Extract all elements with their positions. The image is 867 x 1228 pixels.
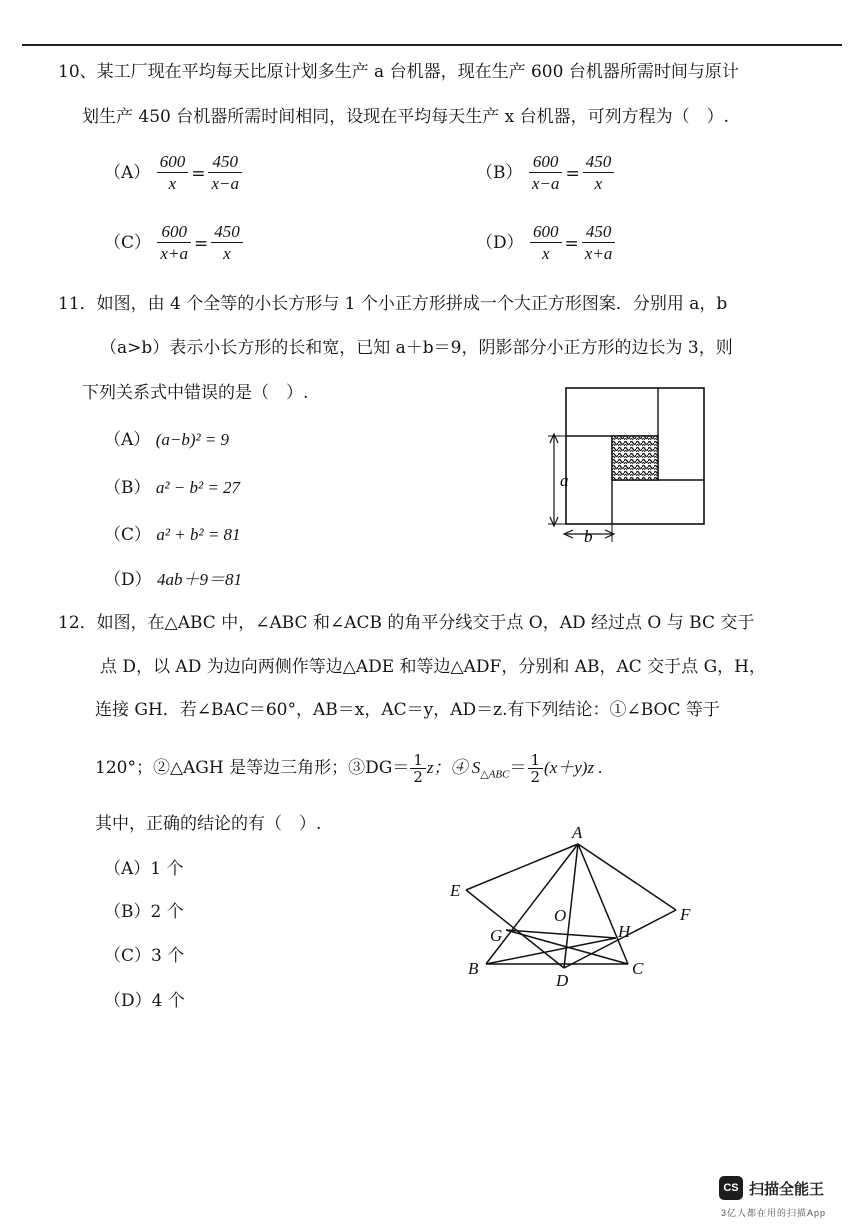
q11-line1 <box>58 292 727 316</box>
label-O: O <box>554 906 567 925</box>
q12-text-1: 如图，在△ABC 中，∠ABC 和∠ACB 的角平分线交于点 O，AD 经过点 O 与 BC 交于 <box>96 613 755 633</box>
segment-ac <box>578 844 628 964</box>
q11-line3: 下列关系式中错误的是（ ）. <box>82 383 309 403</box>
option-label: （B） <box>104 478 151 498</box>
top-rule <box>22 44 842 46</box>
option-label: （D） <box>476 233 524 253</box>
label-F: F <box>680 905 691 924</box>
option-label: （C） <box>104 233 152 253</box>
segment-af <box>578 844 676 910</box>
scanner-watermark <box>719 1176 849 1222</box>
fraction-half: $\frac{1}{2}$ <box>528 752 544 785</box>
q10-line2: 划生产 450 台机器所需时间相同，设现在平均每天生产 x 台机器，可列方程为（ ）. <box>82 107 730 127</box>
fraction: $\frac{450}{x-a}$ <box>208 152 242 195</box>
q12-line4: 120°；②△AGH 是等边三角形；③DG＝ $\frac{1}{2}$ z；④ $S_{\triangle ABC}=$ $\frac{1}{2}$ (x＋y)z . <box>95 751 603 786</box>
q11-figure <box>540 380 720 550</box>
q12-line3: 连接 GH．若∠BAC＝60°，AB＝x，AC＝y，AD＝z.有下列结论：①∠BOC 等于 <box>95 700 720 720</box>
scanner-app-name: 扫描全能王 <box>749 1181 825 1198</box>
label-A: A <box>572 823 583 842</box>
label-H: H <box>618 922 631 941</box>
option-text: 1 个 <box>150 859 184 879</box>
q12-option-a[interactable] <box>104 857 184 881</box>
option-expr: a² − b² = 27 <box>155 478 241 497</box>
option-label: （C） <box>104 946 152 966</box>
q11-line2: （a>b）表示小长方形的长和宽，已知 a＋b＝9，阴影部分小正方形的边长为 3，则 <box>100 338 733 358</box>
label-C: C <box>632 959 644 978</box>
q10-option-d[interactable]: （D） $\frac{600}{x}$ = $\frac{450}{x+a}$ <box>476 222 616 265</box>
label-B: B <box>468 959 479 978</box>
q12-line1 <box>58 611 754 635</box>
q12-line2: 点 D，以 AD 为边向两侧作等边△ADE 和等边△ADF，分别和 AB，AC 交于点 G，H， <box>100 657 766 677</box>
option-label: （D） <box>104 570 152 590</box>
option-text: 4 个 <box>151 991 185 1011</box>
segment-ed <box>466 890 567 968</box>
fraction: $\frac{450}{x}$ <box>211 222 243 265</box>
option-text: 3 个 <box>151 946 185 966</box>
q10-number: 10、 <box>58 62 97 82</box>
fraction: $\frac{600}{x}$ <box>157 152 189 195</box>
option-label: （B） <box>476 163 523 183</box>
fraction: $\frac{600}{x+a}$ <box>157 222 191 265</box>
label-D: D <box>556 971 569 990</box>
fraction-half: $\frac{1}{2}$ <box>410 752 426 785</box>
option-label: （A） <box>104 163 151 183</box>
q11-number: 11． <box>58 294 97 314</box>
option-expr: 4ab＋9＝81 <box>157 570 243 589</box>
fraction: $\frac{600}{x-a}$ <box>529 152 563 195</box>
q11-option-d[interactable] <box>104 568 242 592</box>
label-b: b <box>584 527 593 546</box>
option-label: （A） <box>104 859 151 879</box>
fraction: $\frac{450}{x}$ <box>583 152 615 195</box>
option-label: （D） <box>104 991 152 1011</box>
q12-option-d[interactable] <box>104 989 185 1013</box>
q10-line1 <box>58 60 739 84</box>
label-a: a <box>560 471 569 490</box>
option-expr: a² + b² = 81 <box>156 525 241 544</box>
shaded-square <box>612 436 658 480</box>
option-text: 2 个 <box>150 902 184 922</box>
option-label: （B） <box>104 902 151 922</box>
q10-option-b[interactable]: （B） $\frac{600}{x-a}$ = $\frac{450}{x}$ <box>476 152 615 195</box>
q10-option-c[interactable]: （C） $\frac{600}{x+a}$ = $\frac{450}{x}$ <box>104 222 244 265</box>
q12-line5: 其中，正确的结论的有（ ）. <box>95 814 322 834</box>
q12-option-c[interactable] <box>104 944 184 968</box>
label-E: E <box>450 881 461 900</box>
q12-option-b[interactable] <box>104 900 184 924</box>
q10-option-a[interactable]: （A） $\frac{600}{x}$ = $\frac{450}{x-a}$ <box>104 152 243 195</box>
q10-text-1: 某工厂现在平均每天比原计划多生产 a 台机器，现在生产 600 台机器所需时间与原计 <box>96 62 739 82</box>
fraction: $\frac{450}{x+a}$ <box>582 222 616 265</box>
q11-option-c[interactable] <box>104 523 241 547</box>
label-G: G <box>490 926 503 945</box>
option-label: （A） <box>104 430 151 450</box>
q11-option-b[interactable] <box>104 476 240 500</box>
q12-figure <box>440 820 710 995</box>
q11-text-1: 如图，由 4 个全等的小长方形与 1 个小正方形拼成一个大正方形图案．分别用 a，b <box>96 294 728 314</box>
scanner-tagline: 3亿人都在用的扫描App <box>721 1208 827 1218</box>
q12-number: 12． <box>58 613 97 633</box>
option-label: （C） <box>104 525 152 545</box>
q11-option-a[interactable] <box>104 428 229 452</box>
cs-logo-icon: CS <box>719 1176 743 1200</box>
option-expr: (a−b)² = 9 <box>155 430 230 449</box>
fraction: $\frac{600}{x}$ <box>530 222 562 265</box>
